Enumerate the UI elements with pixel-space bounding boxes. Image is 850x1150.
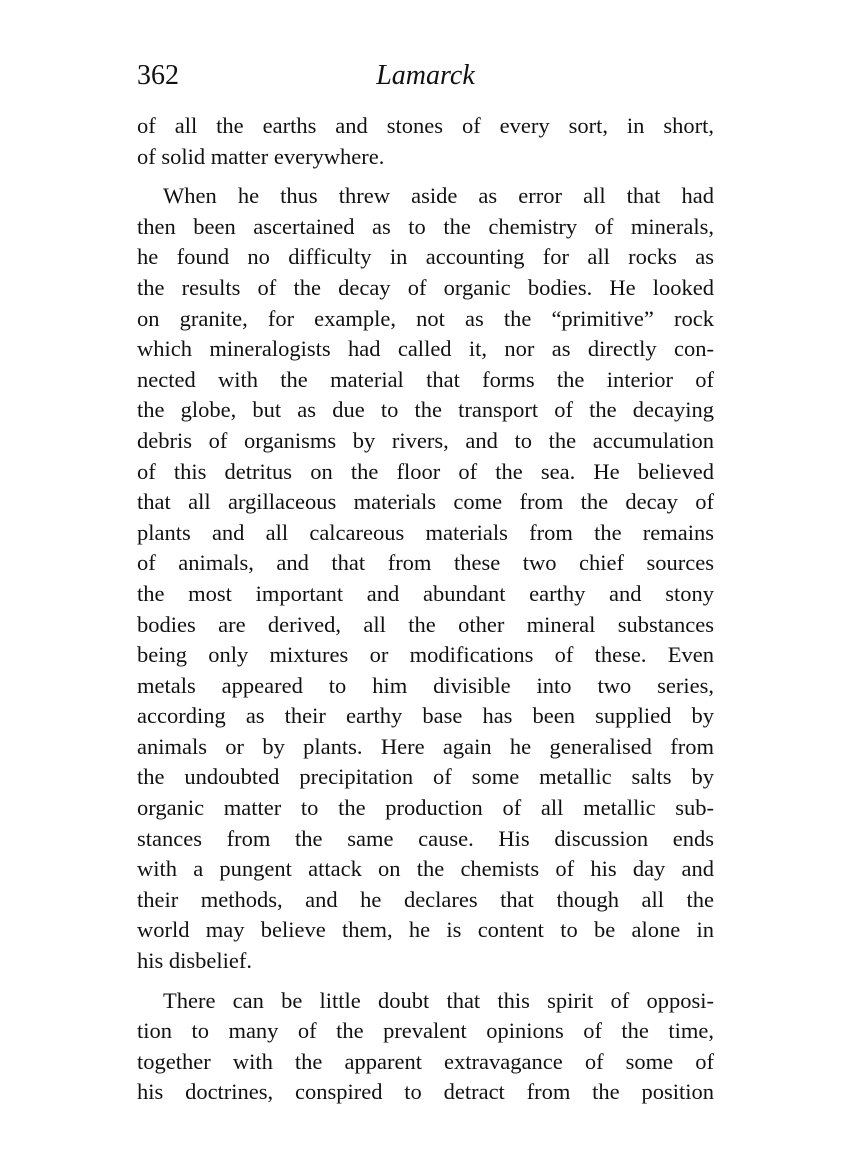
text-line: of solid matter everywhere. (137, 143, 385, 169)
text-line: their methods, and he declares that though all the (137, 886, 714, 912)
text-line: stances from the same cause. His discussion ends (137, 825, 714, 851)
text-line: of all the earths and stones of every sort, in short, (137, 113, 714, 138)
text-line: nected with the material that forms the interior of (137, 366, 714, 392)
text-line: his disbelief. (137, 948, 252, 974)
text-line: of animals, and that from these two chief sources (137, 550, 714, 576)
text-line: being only mixtures or modifications of these. Even (137, 642, 714, 668)
text-line: of this detritus on the floor of the sea. He believed (137, 458, 714, 484)
text-line: animals or by plants. Here again he generalised from (137, 733, 714, 759)
text-line: on granite, for example, not as the “primitive” rock (137, 305, 714, 331)
text-line: together with the apparent extravagance of some of (137, 1048, 714, 1074)
text-line: according as their earthy base has been supplied by (137, 703, 714, 729)
text-line: his doctrines, conspired to detract from the position (137, 1079, 714, 1105)
paragraph (137, 181, 714, 976)
text-line: the undoubted precipitation of some metallic salts by (137, 764, 714, 790)
text-line: debris of organisms by rivers, and to the accumulation (137, 427, 714, 453)
paragraph (137, 986, 714, 1108)
text-line: the globe, but as due to the transport of the decaying (137, 397, 714, 423)
paragraph (137, 111, 714, 172)
paragraph-gap (137, 977, 714, 986)
text-line: There can be little doubt that this spirit of opposi- (163, 987, 714, 1013)
text-line: plants and all calcareous materials from the remains (137, 519, 714, 545)
body-text (137, 111, 714, 1108)
page-header (137, 54, 714, 98)
text-line: When he thus threw aside as error all that had (163, 183, 714, 209)
page-number: 362 (137, 60, 179, 91)
text-line: he found no difficulty in accounting for all rocks as (137, 244, 714, 270)
text-line: which mineralogists had called it, nor as directly con- (137, 336, 714, 362)
text-line: that all argillaceous materials come from the decay of (137, 489, 714, 515)
text-line: tion to many of the prevalent opinions of the time, (137, 1018, 714, 1044)
text-line: metals appeared to him divisible into two series, (137, 672, 714, 698)
text-line: organic matter to the production of all metallic sub- (137, 795, 714, 821)
text-line: the most important and abundant earthy and stony (137, 580, 714, 606)
text-line: world may believe them, he is content to be alone in (137, 917, 714, 943)
running-title: Lamarck (376, 60, 475, 91)
text-line: bodies are derived, all the other mineral substances (137, 611, 714, 637)
text-line: with a pungent attack on the chemists of his day and (137, 856, 714, 882)
text-line: the results of the decay of organic bodies. He looked (137, 274, 714, 300)
paragraph-gap (137, 172, 714, 181)
text-line: then been ascertained as to the chemistry of minerals, (137, 213, 714, 239)
